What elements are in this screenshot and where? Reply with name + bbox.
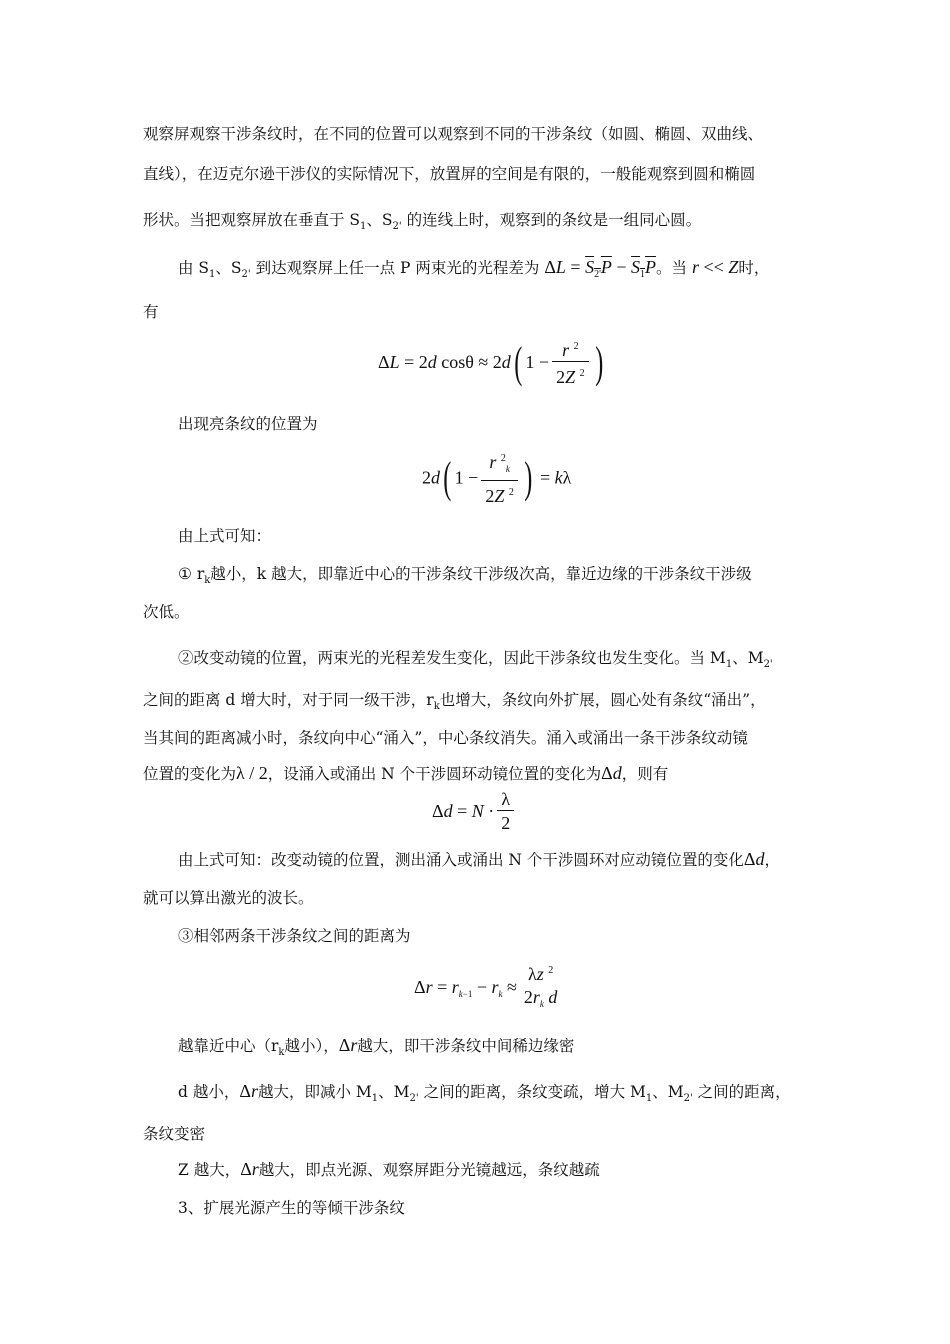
paragraph-line: 当其间的距离减小时，条纹向中心“涌入”，中心条纹消失。涌入或涌出一条干涉条纹动镜	[143, 729, 748, 747]
equation-2: 2d( 1 − $\frac{r ^2_k}{2Z ^2}$ ) = kλ	[422, 448, 571, 508]
text: 之间的距离，条纹变疏，增大 M	[418, 1083, 646, 1101]
section-heading: 3、扩展光源产生的等倾干涉条纹	[178, 1199, 405, 1217]
paragraph-line: 之间的距离 d 增大时，对于同一级干涉，$r_k$也增大，条纹向外扩展，圆心处有条纹“涌出”，	[143, 691, 766, 712]
text: 位置的变化为	[143, 765, 237, 783]
text: 越大，即点光源、观察屏距分光镜越远，条纹越疏	[258, 1161, 600, 1179]
path-difference-formula: $\Delta L = S_{2'}P - S_1P$	[544, 257, 657, 280]
text: d 越小，	[178, 1083, 240, 1101]
paragraph-line: 次低。	[143, 603, 190, 621]
text: 、M	[652, 1083, 684, 1101]
delta-d: Δd	[601, 763, 622, 783]
text: ，则有	[621, 765, 669, 783]
paragraph-line: 有	[143, 303, 159, 321]
text: 越靠近中心（r	[178, 1037, 279, 1055]
text: 也增大，条纹向外扩展，圆心处有条纹“涌出”，	[439, 691, 766, 709]
text: ① r	[178, 565, 205, 583]
text: 之间的距离，	[692, 1083, 791, 1101]
text: 之间的距离 d 增大时，对于同一级干涉，r	[143, 691, 434, 709]
paragraph-line: 就可以算出激光的波长。	[143, 889, 314, 907]
condition-formula: r	[692, 257, 700, 277]
text: 、S	[215, 259, 242, 277]
text: 时，	[738, 259, 770, 277]
text: 的连线上时，观察到的条纹是一组同心圆。	[401, 211, 702, 229]
text: ②改变动镜的位置，两束光的光程差发生变化，因此干涉条纹也发生变化。当 M	[178, 649, 726, 667]
text: Z 越大，	[178, 1161, 241, 1179]
paragraph-line: 由上式可知：	[178, 527, 272, 545]
paragraph-line: ① $r_k$越小，k 越大，即靠近中心的干涉条纹干涉级次高，靠近边缘的干涉条纹干涉级	[178, 565, 752, 586]
text: 越大，即减小 M	[257, 1083, 372, 1101]
text: 、M	[378, 1083, 410, 1101]
paragraph-line: ③相邻两条干涉条纹之间的距离为	[178, 927, 411, 945]
text: 、S	[366, 211, 393, 229]
paragraph-line: 条纹变密	[143, 1125, 206, 1143]
text: 形状。当把观察屏放在垂直于 S	[143, 211, 361, 229]
delta-r: Δr	[240, 1159, 259, 1179]
paragraph-line	[178, 1158, 600, 1180]
equation-3: Δd = N · $\frac{\lambda}{2}$	[432, 788, 517, 835]
paragraph-line: 直线），在迈克尔逊干涉仪的实际情况下，放置屏的空间是有限的，一般能观察到圆和椭圆	[143, 165, 756, 183]
paragraph-line: 越靠近中心（$r_k$越小），Δr越大，即干涉条纹中间稀边缘密	[178, 1035, 575, 1058]
paragraph-line: 由 $S_1$、$S_{2'}$ 到达观察屏上任一点 P 两束光的光程差为 $\Delta L = S_{2'}P - S_1P$。当 r << Z时，	[178, 257, 770, 280]
delta-r: Δr	[338, 1035, 358, 1055]
lambda-half: λ / 2	[236, 763, 268, 783]
paragraph-line	[178, 848, 780, 870]
text: 由上式可知：改变动镜的位置，测出涌入或涌出 N 个干涉圆环对应动镜位置的变化	[178, 851, 744, 869]
delta-r: Δr	[239, 1081, 258, 1101]
text: 越大，即干涉条纹中间稀边缘密	[357, 1037, 575, 1055]
text: 由 S	[178, 259, 210, 277]
paragraph-line: 出现亮条纹的位置为	[178, 415, 318, 433]
text: 越小，k 越大，即靠近中心的干涉条纹干涉级次高，靠近边缘的干涉条纹干涉级	[210, 565, 752, 583]
text: ，设涌入或涌出 N 个干涉圆环动镜位置的变化为	[267, 765, 602, 783]
text: 到达观察屏上任一点 P 两束光的光程差为	[250, 259, 540, 277]
text: ，	[764, 851, 781, 869]
delta-d: Δd	[743, 849, 765, 869]
text: 。当	[656, 259, 688, 277]
paragraph-line: 形状。当把观察屏放在垂直于 $S_1$、$S_{2'}$ 的连线上时，观察到的条纹是一组同心圆。	[143, 211, 702, 232]
equation-1: ΔL = 2d cosθ ≈ 2d( 1 − $\frac{r ^2}{2Z ^2}$ )	[378, 337, 603, 387]
text: 越小），	[284, 1037, 339, 1055]
paragraph-line	[143, 762, 668, 784]
equation-4: $\Delta r = r_{k-1} - r_k$ ≈ λz $^2$ $2r_k$ d	[414, 964, 558, 1009]
paragraph-line: d 越小，Δr越大，即减小 $M_1$、$M_{2'}$ 之间的距离，条纹变疏，增大 $M_1$、$M_{2'}$ 之间的距离，	[178, 1081, 791, 1104]
text: 、M	[732, 649, 764, 667]
paragraph-line: ②改变动镜的位置，两束光的光程差发生变化，因此干涉条纹也发生变化。当 $M_1$、$M_{2'}$	[178, 649, 773, 670]
paragraph-line: 观察屏观察干涉条纹时，在不同的位置可以观察到不同的干涉条纹（如圆、椭圆、双曲线、	[143, 125, 764, 143]
